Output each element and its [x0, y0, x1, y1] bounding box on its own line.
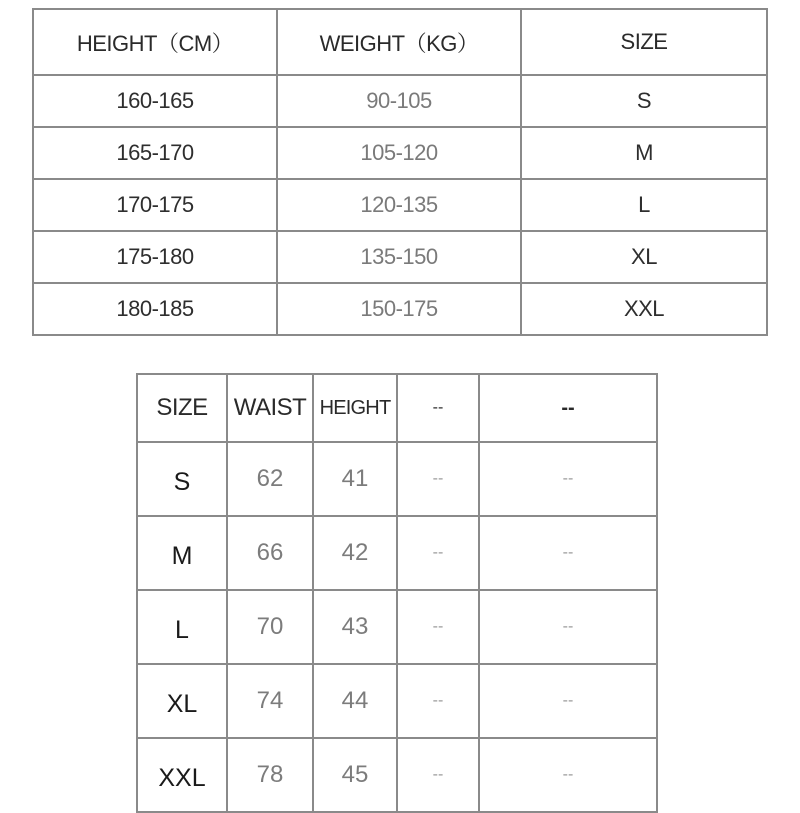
- height-range-cell: 160-165: [33, 75, 277, 127]
- table-row: [33, 231, 767, 283]
- table-row: [137, 738, 657, 812]
- table-row: [33, 127, 767, 179]
- size-cell: XL: [521, 231, 767, 283]
- weight-range-cell: 135-150: [277, 231, 521, 283]
- blank-cell: --: [479, 442, 657, 516]
- size-cell: XXL: [521, 283, 767, 335]
- blank-cell: --: [479, 664, 657, 738]
- table-row: [33, 75, 767, 127]
- garment-height-cell: 43: [313, 590, 397, 664]
- weight-range-cell: 90-105: [277, 75, 521, 127]
- height-range-cell: 175-180: [33, 231, 277, 283]
- blank-cell: --: [479, 738, 657, 812]
- waist-cell: 70: [227, 590, 313, 664]
- blank-cell: --: [397, 516, 479, 590]
- weight-kg-header: WEIGHT（KG）: [277, 9, 521, 75]
- garment-measurement-table: [136, 373, 658, 813]
- size-cell: L: [521, 179, 767, 231]
- table-row: [137, 590, 657, 664]
- table-row: [137, 516, 657, 590]
- blank-cell: --: [397, 442, 479, 516]
- weight-range-cell: 120-135: [277, 179, 521, 231]
- height-range-cell: 180-185: [33, 283, 277, 335]
- waist-cell: 66: [227, 516, 313, 590]
- garment-height-cell: 42: [313, 516, 397, 590]
- blank-cell: --: [397, 738, 479, 812]
- waist-cell: 78: [227, 738, 313, 812]
- garment-height-cell: 41: [313, 442, 397, 516]
- garment-height-cell: 45: [313, 738, 397, 812]
- table-row: [33, 283, 767, 335]
- blank-cell: --: [479, 516, 657, 590]
- garment-size-cell: XXL: [137, 738, 227, 812]
- size-header: SIZE: [521, 9, 767, 75]
- blank-column-header: --: [479, 374, 657, 442]
- table-row: [137, 442, 657, 516]
- garment-height-header: HEIGHT: [313, 374, 397, 442]
- garment-header-row: [137, 374, 657, 442]
- garment-size-header: SIZE: [137, 374, 227, 442]
- size-cell: S: [521, 75, 767, 127]
- waist-cell: 74: [227, 664, 313, 738]
- garment-size-cell: M: [137, 516, 227, 590]
- weight-range-cell: 105-120: [277, 127, 521, 179]
- height-cm-header: HEIGHT（CM）: [33, 9, 277, 75]
- table-row: [137, 664, 657, 738]
- blank-cell: --: [397, 590, 479, 664]
- garment-size-cell: L: [137, 590, 227, 664]
- weight-range-cell: 150-175: [277, 283, 521, 335]
- blank-cell: --: [397, 664, 479, 738]
- garment-size-cell: XL: [137, 664, 227, 738]
- size-cell: M: [521, 127, 767, 179]
- blank-cell: --: [479, 590, 657, 664]
- waist-cell: 62: [227, 442, 313, 516]
- body-size-table: [32, 8, 768, 336]
- height-range-cell: 170-175: [33, 179, 277, 231]
- garment-size-cell: S: [137, 442, 227, 516]
- body-size-header-row: [33, 9, 767, 75]
- waist-header: WAIST: [227, 374, 313, 442]
- blank-column-header: --: [397, 374, 479, 442]
- height-range-cell: 165-170: [33, 127, 277, 179]
- garment-height-cell: 44: [313, 664, 397, 738]
- table-row: [33, 179, 767, 231]
